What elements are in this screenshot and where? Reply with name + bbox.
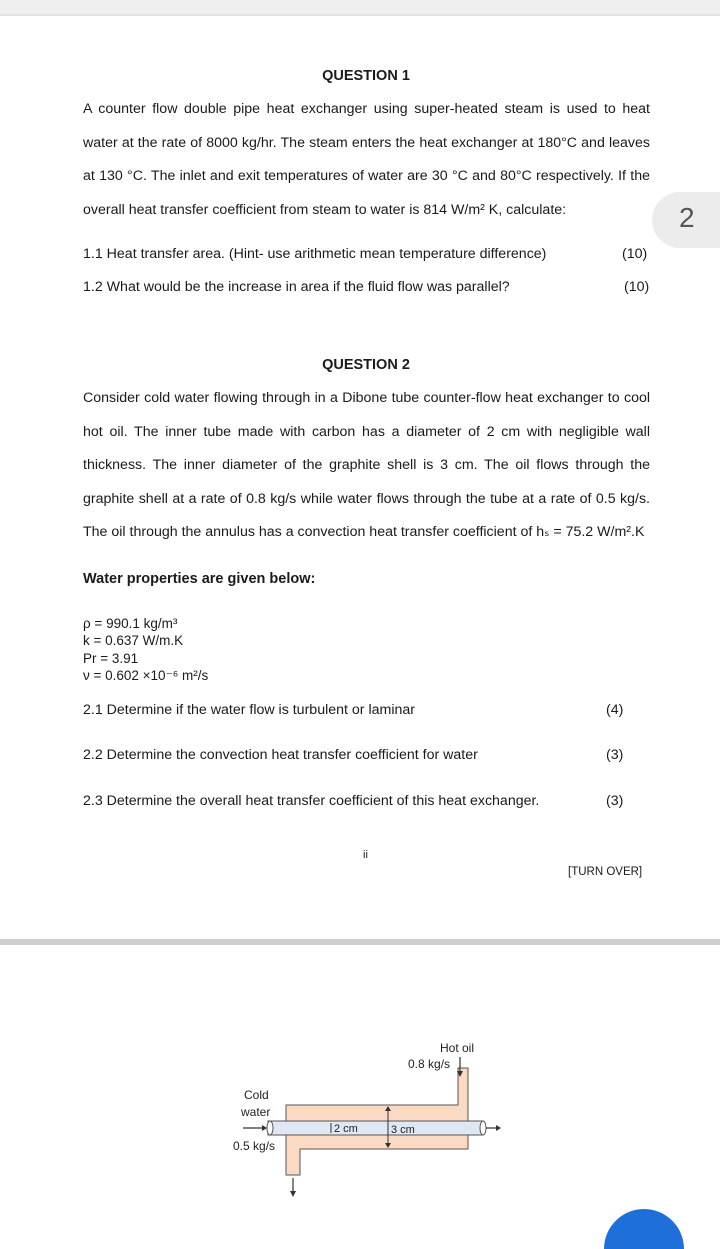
q2-item-2: 2.2 Determine the convection heat transfer coefficient for water <box>83 747 478 763</box>
water-in-arrowhead <box>262 1125 267 1131</box>
q2-item-1: 2.1 Determine if the water flow is turbulent or laminar <box>83 702 415 718</box>
q2-line: Consider cold water flowing through in a Dibone tube counter-flow heat exchanger to cool <box>83 390 650 406</box>
q1-line: overall heat transfer coefficient from steam to water is 814 W/m² K, calculate: <box>83 201 567 218</box>
q1-item-1-marks: (10) <box>622 246 648 262</box>
hot-oil-label: Hot oil <box>440 1041 475 1055</box>
property-prandtl: Pr = 3.91 <box>83 651 139 666</box>
q2-item-2-marks: (3) <box>606 747 624 763</box>
question-1-paragraph <box>83 93 650 227</box>
tube-inlet <box>267 1121 273 1135</box>
q2-item-3-marks: (3) <box>606 793 624 809</box>
heat-exchanger-diagram <box>228 1035 513 1205</box>
q1-item-2: 1.2 What would be the increase in area if the fluid flow was parallel? <box>83 279 510 295</box>
inner-diameter-label: 2 cm <box>334 1123 358 1135</box>
question-2-title: QUESTION 2 <box>322 357 410 373</box>
tube-outlet <box>480 1121 486 1135</box>
q1-line: at 130 °C. The inlet and exit temperatures of water are 30 °C and 80°C respectively. If the <box>83 168 650 184</box>
q2-line: The oil through the annulus has a convection heat transfer coefficient of hₛ = 75.2 W/m².K <box>83 524 645 540</box>
water-out-arrowhead <box>496 1125 501 1131</box>
property-viscosity: ν = 0.602 ×10⁻⁶ m²/s <box>83 668 209 683</box>
q2-line: graphite shell at a rate of 0.8 kg/s while water flows through the tube at a rate of 0.5 kg/s. <box>83 490 650 507</box>
shell-diameter-label: 3 cm <box>391 1124 415 1136</box>
q2-item-1-marks: (4) <box>606 702 624 718</box>
page-divider <box>0 939 720 945</box>
property-conductivity: k = 0.637 W/m.K <box>83 633 184 648</box>
q2-item-3: 2.3 Determine the overall heat transfer coefficient of this heat exchanger. <box>83 793 540 809</box>
property-density: ρ = 990.1 kg/m³ <box>83 616 178 631</box>
water-rate-label: 0.5 kg/s <box>233 1139 276 1153</box>
water-properties-heading: Water properties are given below: <box>83 571 316 587</box>
oil-out-arrowhead <box>290 1191 296 1197</box>
oil-rate-label: 0.8 kg/s <box>408 1057 451 1071</box>
page-roman-numeral: ii <box>363 849 368 861</box>
top-bar <box>0 0 720 16</box>
q1-item-1: 1.1 Heat transfer area. (Hint- use arithmetic mean temperature difference) <box>83 246 547 262</box>
q1-line: A counter flow double pipe heat exchanger using super-heated steam is used to heat <box>83 101 650 117</box>
q1-line: water at the rate of 8000 kg/hr. The steam enters the heat exchanger at 180°C and leaves <box>83 134 650 151</box>
floating-action-button[interactable] <box>604 1209 684 1249</box>
cold-label: Cold <box>244 1088 269 1102</box>
page-indicator[interactable]: 2 <box>652 192 720 248</box>
question-1-title: QUESTION 1 <box>322 68 410 84</box>
q2-line: hot oil. The inner tube made with carbon has a diameter of 2 cm with negligible wall <box>83 423 650 440</box>
turn-over-label: [TURN OVER] <box>568 866 643 878</box>
question-2-paragraph <box>83 382 650 550</box>
water-tube <box>268 1121 483 1135</box>
q2-line: thickness. The inner diameter of the graphite shell is 3 cm. The oil flows through the <box>83 457 650 473</box>
water-label: water <box>241 1105 271 1119</box>
q1-item-2-marks: (10) <box>624 279 650 295</box>
